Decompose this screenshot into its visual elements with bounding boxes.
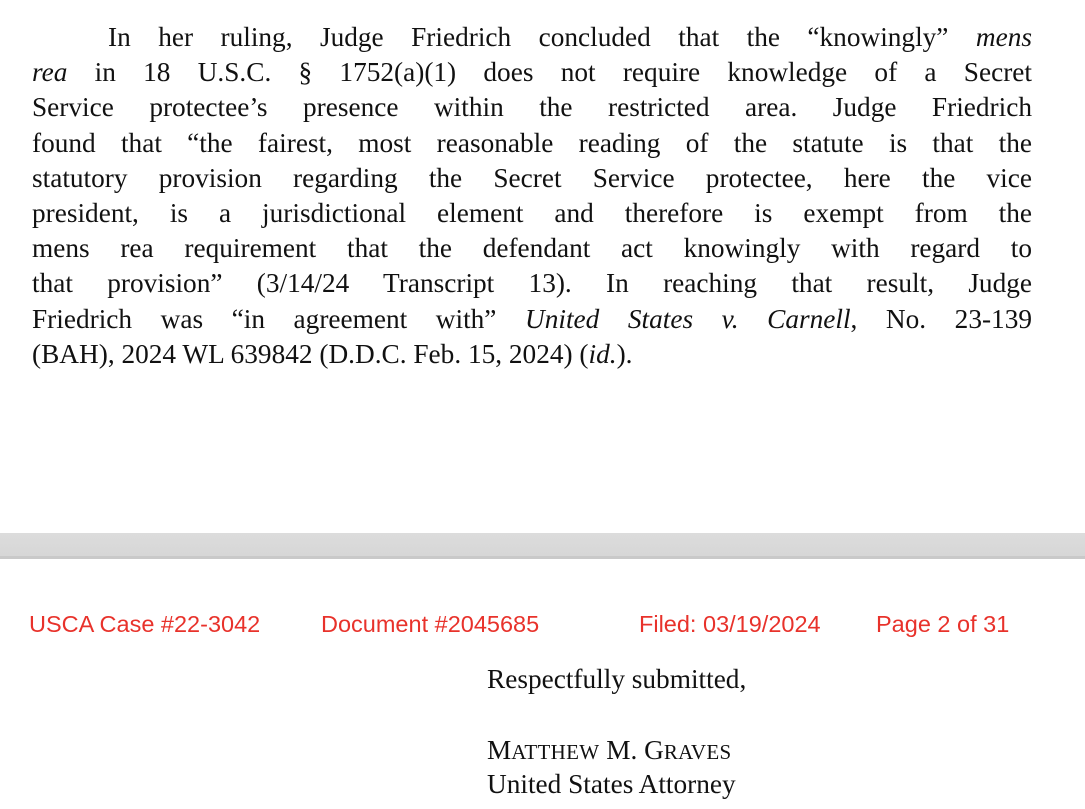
name-small-caps: ATTHEW: [511, 740, 600, 764]
text-run: ).: [616, 338, 633, 369]
italic-text-run: id.: [588, 338, 617, 369]
text-run: Friedrich was “in agreement with”: [32, 303, 497, 334]
text-run: In her ruling, Judge Friedrich concluded that the “knowingly”: [108, 22, 949, 52]
paragraph-line: president, is a jurisdictional element and therefore is exempt from the: [32, 198, 1032, 229]
paragraph-line: [32, 337, 1032, 372]
paragraph-line: [32, 302, 1032, 337]
paragraph-line: [32, 20, 1032, 55]
paragraph-line: found that “the fairest, most reasonable reading of the statute is that the: [32, 127, 1032, 158]
name-middle: M.: [599, 735, 645, 765]
text-run: (BAH), 2024 WL 639842 (D.D.C. Feb. 15, 2024) (: [32, 338, 589, 369]
signature-closing: Respectfully submitted,: [487, 664, 747, 694]
paragraph-line: mens rea requirement that the defendant act knowingly with regard to: [32, 233, 1032, 264]
case-number-stamp: USCA Case #22-3042: [29, 611, 261, 637]
document-number-stamp: Document #2045685: [321, 611, 540, 637]
italic-text-run: rea: [32, 57, 68, 88]
name-small-caps: RAVES: [663, 740, 732, 764]
signatory-name: [487, 735, 732, 766]
paragraph-line: [32, 55, 1032, 90]
page-number-stamp: Page 2 of 31: [876, 611, 1010, 637]
case-citation: United States v. Carnell: [525, 303, 851, 334]
paragraph-line: Service protectee’s presence within the restricted area. Judge Friedrich: [32, 92, 1032, 123]
filed-date-stamp: Filed: 03/19/2024: [639, 611, 821, 637]
paragraph-line: that provision” (3/14/24 Transcript 13). In reaching that result, Judge: [32, 268, 1032, 299]
text-run: , No. 23-139: [850, 303, 1033, 334]
text-run: in 18 U.S.C. § 1752(a)(1) does not require knowledge of a Secret: [94, 57, 1032, 88]
name-initial: M: [487, 735, 512, 765]
ruling-paragraph: [32, 20, 1032, 372]
name-initial: G: [644, 735, 664, 765]
signatory-title: United States Attorney: [487, 769, 736, 799]
paragraph-line: statutory provision regarding the Secret Service protectee, here the vice: [32, 162, 1032, 193]
page-separator: [0, 533, 1085, 559]
italic-text-run: mens: [975, 22, 1032, 52]
